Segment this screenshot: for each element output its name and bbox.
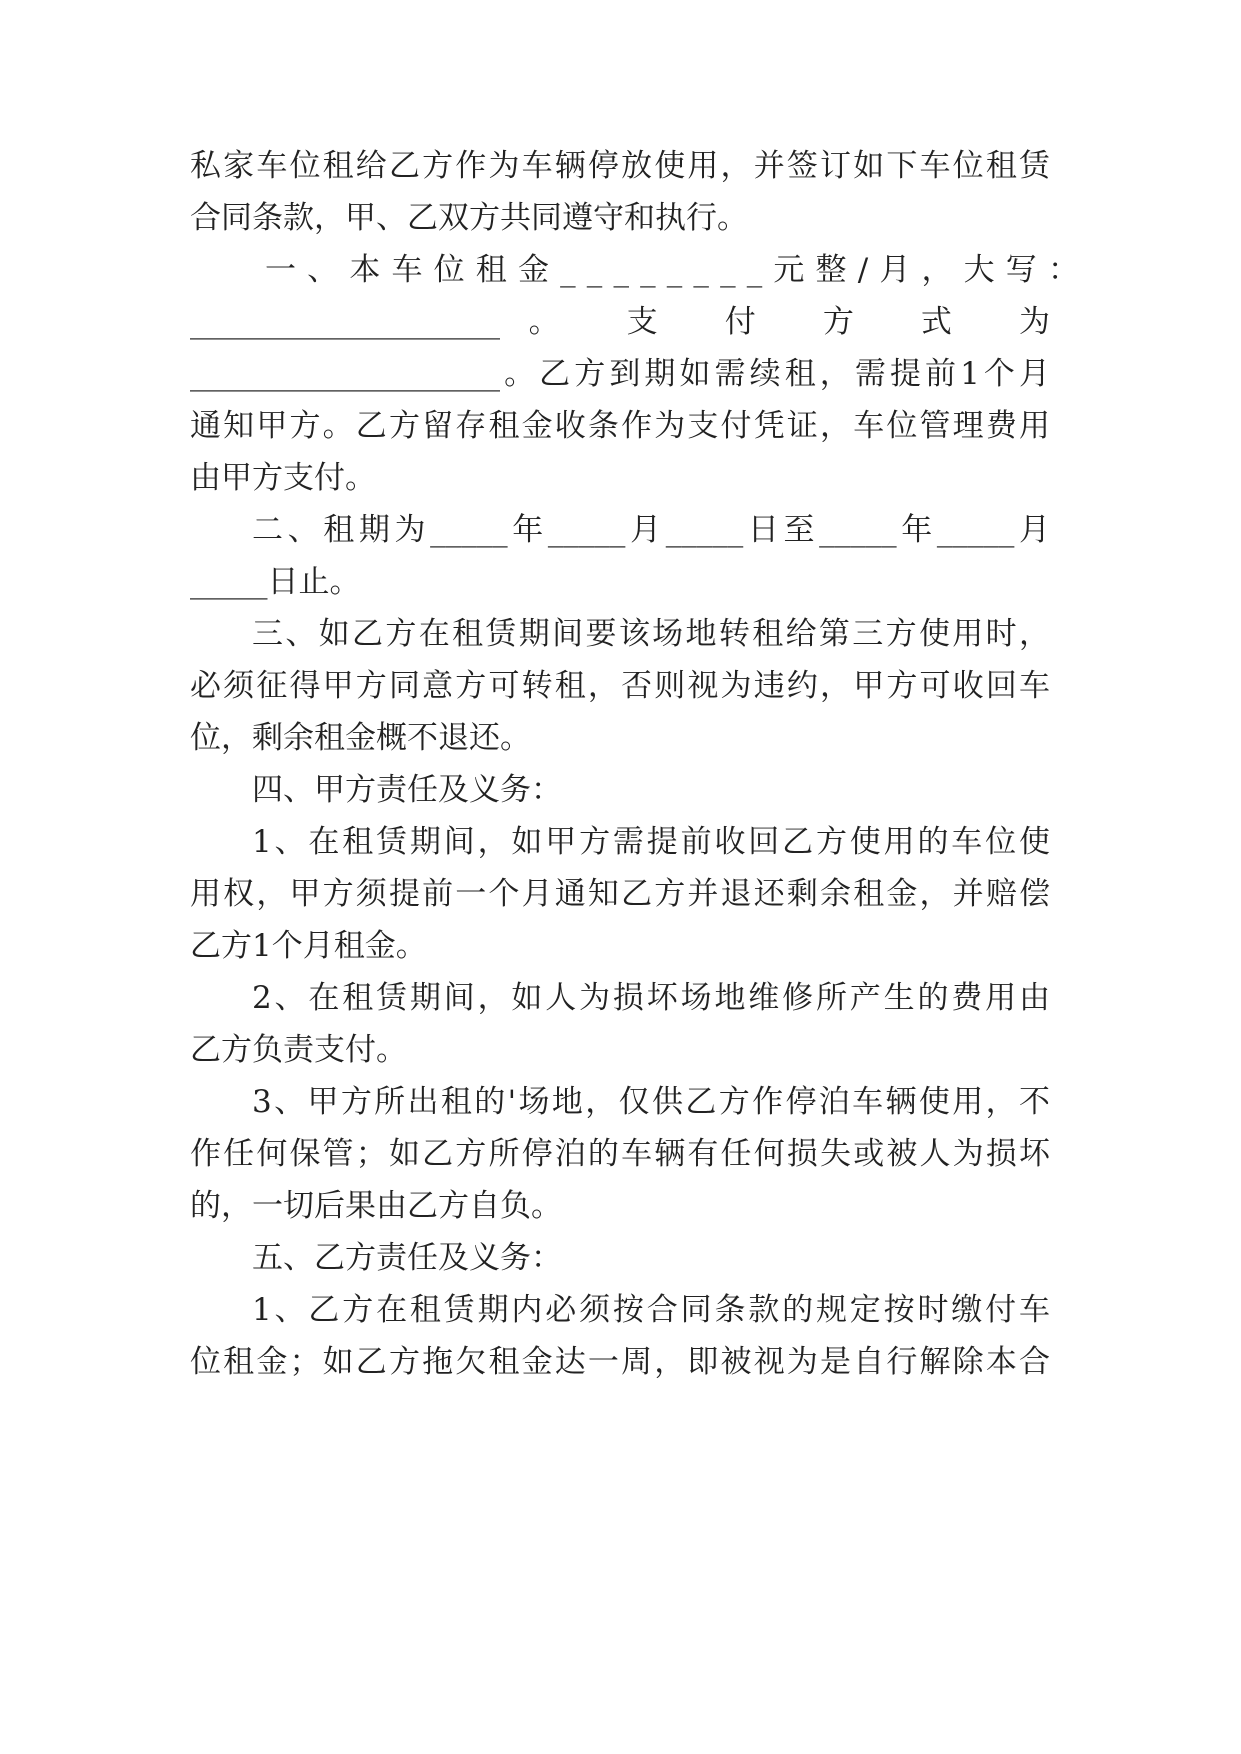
text-line: 位租金；如乙方拖欠租金达一周，即被视为是自行解除本合 [190, 1344, 1050, 1380]
text-line: 1、在租赁期间，如甲方需提前收回乙方使用的车位使 [252, 824, 1050, 860]
text-line: 必须征得甲方同意方可转租，否则视为违约，甲方可收回车 [190, 668, 1050, 704]
text-line: 一、本车位租金________元整/月，大写： [265, 252, 1091, 288]
text-line: 乙方负责支付。 [190, 1032, 407, 1068]
text-line: 1、乙方在租赁期内必须按合同条款的规定按时缴付车 [252, 1292, 1050, 1328]
text-line: 用权，甲方须提前一个月通知乙方并退还剩余租金，并赔偿 [190, 876, 1050, 912]
text-line: 合同条款，甲、乙双方共同遵守和执行。 [190, 200, 748, 236]
text-line: 私家车位租给乙方作为车辆停放使用，并签订如下车位租赁 [190, 148, 1050, 184]
text-line: 3、甲方所出租的'场地，仅供乙方作停泊车辆使用，不 [252, 1084, 1050, 1120]
text-line: _____日止。 [190, 564, 361, 600]
text-line: 由甲方支付。 [190, 460, 376, 496]
text-line: ____________________。乙方到期如需续租，需提前1个月 [190, 356, 1050, 392]
text-line: 乙方1个月租金。 [190, 928, 427, 964]
text-line: 作任何保管；如乙方所停泊的车辆有任何损失或被人为损坏 [190, 1136, 1050, 1172]
text-line: 三、如乙方在租赁期间要该场地转租给第三方使用时， [252, 616, 1050, 652]
text-line: ____________________。 支 付 方 式 为 [190, 304, 1050, 340]
text-line: 位，剩余租金概不退还。 [190, 720, 531, 756]
text-line: 五、乙方责任及义务： [252, 1240, 562, 1276]
text-line: 二、租期为_____年_____月_____日至_____年_____月 [252, 512, 1050, 548]
text-line: 2、在租赁期间，如人为损坏场地维修所产生的费用由 [252, 980, 1050, 1016]
text-line: 四、甲方责任及义务： [252, 772, 562, 808]
text-line: 通知甲方。乙方留存租金收条作为支付凭证，车位管理费用 [190, 408, 1050, 444]
text-line: 的，一切后果由乙方自负。 [190, 1188, 562, 1224]
